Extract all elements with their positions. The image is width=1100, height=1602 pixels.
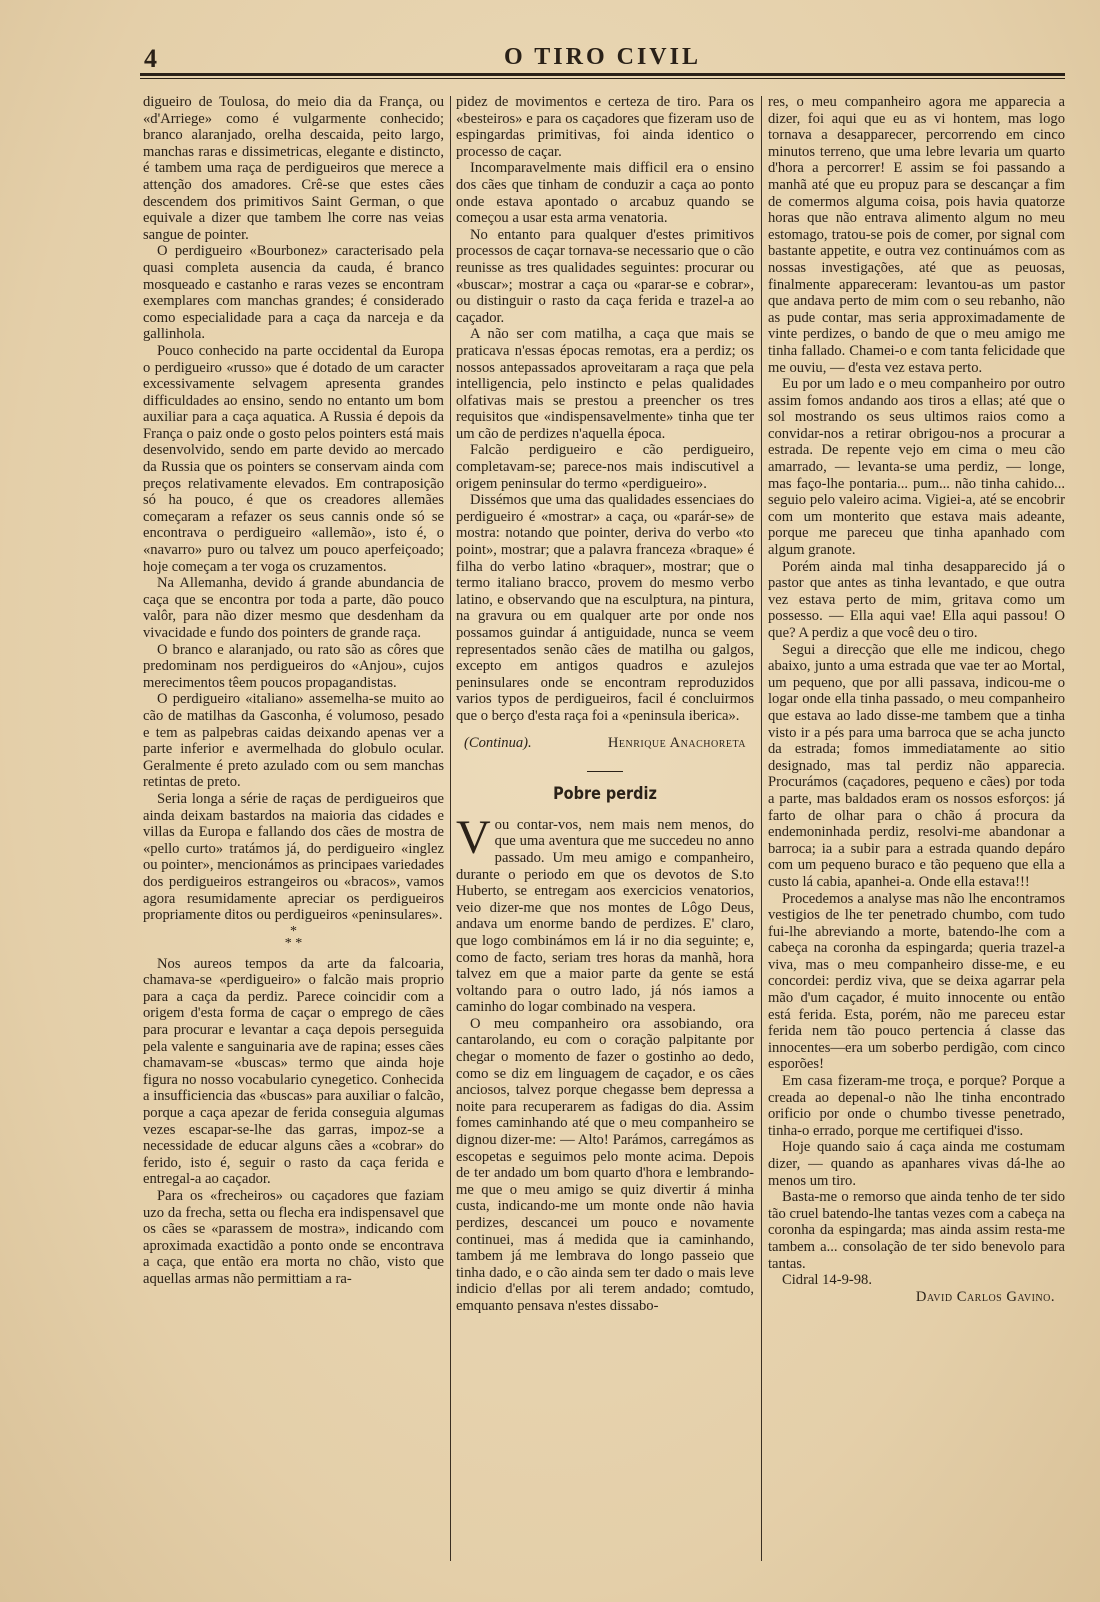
column-1 bbox=[143, 94, 444, 1288]
paragraph: O perdigueiro «italiano» assemelha-se muito ao cão de matilhas da Gasconha, é volumoso, pesado e tem as palpebras caidas deixando apenas ver a parte inferior e avermelhada do globulo ocular. Geralmente é preto azulado com ou sem manchas retintas de preto. bbox=[143, 691, 444, 791]
paragraph: O meu companheiro ora assobiando, ora cantarolando, eu com o coração palpitante por chegar o momento de fazer o gostinho ao dedo, como se diz em linguagem de caçador, e os cães anciosos, talvez porque chegasse bem depressa a noite para recuperarem as fadigas do dia. Assim fomes caminhando até que o meu companheiro se dignou dizer-me: — Alto! Parámos, carregámos as escopetas e seguimos pelo monte acima. Depois de ter andado um bom quarto d'hora e lembrando-me que o meu amigo se quiz divertir á minha custa, indicando-me um monte onde não havia perdizes, descancei um pouco e novamente continuei, mas á medida que ia caminhando, tambem já me lembrava do longo passeio que tinha dado, e o cão ainda sem ter dado o mais leve indicio d'ellas por ali terem andado; comtudo, emquanto pensava n'estes dissabo- bbox=[456, 1015, 754, 1314]
continued-label: (Continua). bbox=[464, 734, 532, 751]
section-title: Pobre perdiz bbox=[553, 784, 657, 805]
paragraph: Eu por um lado e o meu companheiro por outro assim fomos andando aos tiros a ellas; até que o sol mostrando os seus ultimos raios como a convidar-nos a retirar obrigou-nos a procurar a estrada. De repente vejo em cima o meu cão amarrado, — levanta-se uma perdiz, — longe, mas faço-lhe pontaria... pum... não tinha cahido... seguio pelo valeiro acima. Vigiei-a, até se encobrir com um monterito que estava mais adeante, porque me pareceu que tinha apanhado com algum granote. bbox=[768, 376, 1065, 559]
column-3 bbox=[768, 94, 1065, 1305]
paragraph: Pouco conhecido na parte occidental da Europa o perdigueiro «russo» que é dotado de um caracter excessivamente selvagem apresenta grandes difficuldades ao ensino, sendo no entanto um bom auxiliar para a caça aquatica. A Russia é depois da França o paiz onde o gosto pelos pointers está mais desenvolvido, sendo em parte devido ao mercado da Russia que os pointers se conservam ainda com preços relativamente elevados. Em contraposição só ha pouco, é que os creadores allemães começaram a refazer os seus cannis onde só se encontrava o perdigueiro «allemão», isto é, o «navarro» puro ou talvez um pouco aperfeiçoado; hoje começam a ter voga os cruzamentos. bbox=[143, 342, 444, 575]
paragraph: A não ser com matilha, a caça que mais se praticava n'essas épocas remotas, era a perdiz; os nossos antepassados aproveitaram a raça que pela intelligencia, pelo instincto e pelas qualidades olfativas mais se prestou a preencher os tres requisitos que «indispensavelmente» tinha que ter um cão de perdizes n'aquella época. bbox=[456, 326, 754, 442]
author-signature: David Carlos Gavino. bbox=[915, 1288, 1055, 1305]
column-2 bbox=[456, 94, 754, 1315]
drop-cap: V bbox=[456, 810, 491, 864]
paragraph: No entanto para qualquer d'estes primitivos processos de caçar tornava-se necessario que o cão reunisse as tres qualidades seguintes: procurar ou «buscar»; mostrar a caça ou «parar-se e cobrar», ou distinguir o rasto da caça ferida e trazel-a ao caçador. bbox=[456, 226, 754, 326]
paragraph: Nos aureos tempos da arte da falcoaria, chamava-se «perdigueiro» o falcão mais proprio para a caça da perdiz. Parece coincidir com a origem d'esta forma de caçar o emprego de cães para procurar e levantar a caça depois perseguida pela valente e sanguinaria ave de rapina; esses cães chamavam-se «buscas» termo que ainda hoje figura no nosso vocabulario cynegetico. Conhecida a insufficiencia das «buscas» para auxiliar o falcão, porque a caça apezar de ferida conseguia algumas vezes escapar-se-lhe das garras, impoz-se a necessidade de educar alguns cães a «cobrar» do ferido, isto é, seguir o rasto da caça ferida e entregal-a ao caçador. bbox=[143, 955, 444, 1188]
paragraph: Na Allemanha, devido á grande abundancia de caça que se encontra por toda a parte, dão pouco valôr, para não dizer mesmo que desdenham da vivacidade e fundo dos pointers de grande raça. bbox=[143, 575, 444, 641]
paragraph: Em casa fizeram-me troça, e porque? Porque a creada ao depenal-o não lhe tinha encontrado orificio por onde o chumbo tivesse penetrado, tinha-o errado, porque me certifiquei d'isso. bbox=[768, 1073, 1065, 1139]
paragraph: Basta-me o remorso que ainda tenho de ter sido tão cruel batendo-lhe tantas vezes com a cabeça na coronha da espingarda; mas ainda assim resta-me tambem a... consolação de ter sido benevolo para tantas. bbox=[768, 1189, 1065, 1272]
header-rule-thin bbox=[140, 78, 1065, 79]
paragraph: O perdigueiro «Bourbonez» caracterisado pela quasi completa ausencia da cauda, é branco mosqueado e castanho e raras vezes se encontram exemplares com manchas grandes; é considerado como especialidade para a caça da narceja e da gallinhola. bbox=[143, 243, 444, 343]
paragraph: Incomparavelmente mais difficil era o ensino dos cães que tinham de conduzir a caça ao ponto onde estava apontado o arcabuz quando se começou a usar esta arma venatoria. bbox=[456, 160, 754, 227]
section-break-stars bbox=[143, 923, 444, 951]
paragraph: Para os «frecheiros» ou caçadores que faziam uzo da frecha, setta ou flecha era indispensavel que os cães se «parassem de mostra», indicando com aproximada exactidão a ponto onde se encontrava a caça, que então era morta no chão, visto que aquellas armas não permittiam a ra- bbox=[143, 1188, 444, 1287]
column-divider-2 bbox=[761, 96, 762, 1561]
article-start bbox=[456, 810, 754, 1016]
page-number: 4 bbox=[144, 44, 157, 73]
star-bottom: * * bbox=[284, 935, 303, 951]
paragraph: Dissémos que uma das qualidades essenciaes do perdigueiro é «mostrar» a caça, ou «parár-se» de mostra: notando que pointer, deriva do verbo «to point», mostrar; que a palavra franceza «braque» é filha do verbo latino «braquer», mostrar; que o termo italiano bracco, provem do mesmo verbo latino, e observando que na esculptura, na pintura, na gravura ou em qualquer arte por onde nos possamos guindar á antiguidade, nunca se veem representados senão cães de matilha ou galgos, excepto em antigos quadros e azulejos peninsulares onde se encontram reproduzidos varios typos de perdigueiros, facil é concluirmos que o berço d'esta raça foi a «peninsula iberica». bbox=[456, 492, 754, 724]
paragraph: Hoje quando saio á caça ainda me costumam dizer, — quando as apanhares vivas dá-lhe ao menos um tiro. bbox=[768, 1139, 1065, 1189]
paragraph: res, o meu companheiro agora me apparecia a dizer, foi aqui que eu as vi hontem, mas logo tornava a desapparecer, percorrendo em cinco minutos terreno, que uma lebre levaria um quarto d'hora a percorrer! E assim se foi passando a manhã até que eu propuz para se descançar a fim de comermos alguma coisa, pois havia quatorze horas que não entrava alimento algum no meu estomago, tratou-se pois de comer, por signal com bastante appetite, e outra vez continuámos com as nossas investigações, até que as peuosas, finalmente appareceram: levantou-as um pastor que andava perto de mim com o seu rebanho, não as pude contar, mas seria approximadamente de vinte perdizes, o bando de que o meu amigo me tinha fallado. Chamei-o e com tanta felicidade que me ouviu, — d'esta vez estava perto. bbox=[768, 94, 1065, 376]
paragraph: Falcão perdigueiro e cão perdigueiro, completavam-se; parece-nos mais indiscutivel a origem peninsular do termo «perdigueiro». bbox=[456, 442, 754, 492]
paragraph: Procedemos a analyse mas não lhe encontramos vestigios de lhe ter penetrado chumbo, com tudo fui-lhe abreviando a morte, batendo-lhe com a cabeça na coronha da espingarda; queria trazel-a viva, mas o meu companheiro disse-me, e eu concordei: perdiz viva, que se deixa agarrar pela mão d'um caçador, é muito innocente ou então está ferida. Esta, porém, não me pareceu estar ferida nem tão pouco pertencia á classe das innocentes—era um soberbo perdigão, com cinco esporões! bbox=[768, 890, 1065, 1073]
paragraph: Seria longa a série de raças de perdigueiros que ainda deixam bastardos na maioria das cidades e villas da Europa e fallando dos cães de mostra de «pello curto» tratámos já, do perdigueiro «inglez ou pointer», mencionámos as principaes variedades dos perdigueiros estrangeiros ou «bracos», vamos agora resumidamente apreciar os perdigueiros propriamente ditos ou perdigueiros «peninsulares». bbox=[143, 790, 444, 924]
dateline: Cidral 14-9-98. bbox=[782, 1272, 872, 1289]
paragraph: ou contar-vos, nem mais nem menos, do que uma aventura que me succedeu no anno passado. Um meu amigo e companheiro, durante o periodo em que os devotos de S.to Huberto, se entregam aos exercicios venatorios, veio dizer-me que nos montes de Lôgo Deus, andava um enorme bando de perdizes. E' claro, que logo combinámos em lá ir no dia seguinte; e, como de facto, seriam tres horas da manhã, hora talvez em que a maior parte da gente se está voltando para o outro lado, já nós iamos a caminho do logar combinado na vespera. bbox=[456, 816, 754, 1016]
paragraph: Porém ainda mal tinha desapparecido já o pastor que antes as tinha levantado, e que outra vez estava perto de mim, gritava como um possesso. — Ella aqui vae! Ella aqui passou! O que? A perdiz a que você deu o tiro. bbox=[768, 558, 1065, 641]
page-header bbox=[140, 40, 1065, 73]
paragraph: Segui a direcção que elle me indicou, chego abaixo, junto a uma estrada que vae ter ao Mortal, um pequeno, que por alli passava, indicou-me o logar onde ella tinha passado, o meu companheiro que estava ao lado disse-me tambem que a tinha visto ir a pés para uma barroca que se acha juncto da estrada; fomos immediatamente ao sitio designado, mas tal perdiz não apparecia. Procurámos (caçadores, pequeno e cães) por toda a parte, mas baldados eram os nossos esforços: já farto de olhar para o chão á procura da endemoninhada perdiz, resolvi-me abandonar a barroca; ia a subir para a estrada quando depáro com um pequeno buraco e tão pequeno que ella a custo lá cabia, apanhei-a. Onde ella estava!!! bbox=[768, 641, 1065, 890]
separator-rule bbox=[587, 771, 623, 772]
paragraph: digueiro de Toulosa, do meio dia da França, ou «d'Arriege» como é vulgarmente conhecido; branco alaranjado, orelha descaida, peito largo, manchas raras e dissimetricas, elegante e distincto, é tambem uma raça de perdigueiros que merece a attenção dos amadores. Crê-se que estes cães descendem dos primitivos Saint German, o que equivale a dizer que tambem lhe corre nas veias sangue de pointer. bbox=[143, 94, 444, 243]
author-signature: Henrique Anachoreta bbox=[607, 734, 746, 751]
header-rule bbox=[140, 73, 1065, 76]
paragraph: O branco e alaranjado, ou rato são as côres que predominam nos perdigueiros do «Anjou», cujos merecimentos têem poucos propagandistas. bbox=[143, 641, 444, 691]
column-divider-1 bbox=[450, 96, 451, 1561]
paragraph: pidez de movimentos e certeza de tiro. Para os «besteiros» e para os caçadores que fizeram uso de espingardas primitivas, foi ainda identico o processo de caçar. bbox=[456, 94, 754, 160]
continued-line bbox=[456, 735, 754, 752]
star-top: * bbox=[290, 923, 297, 939]
masthead-title: O TIRO CIVIL bbox=[504, 44, 701, 70]
